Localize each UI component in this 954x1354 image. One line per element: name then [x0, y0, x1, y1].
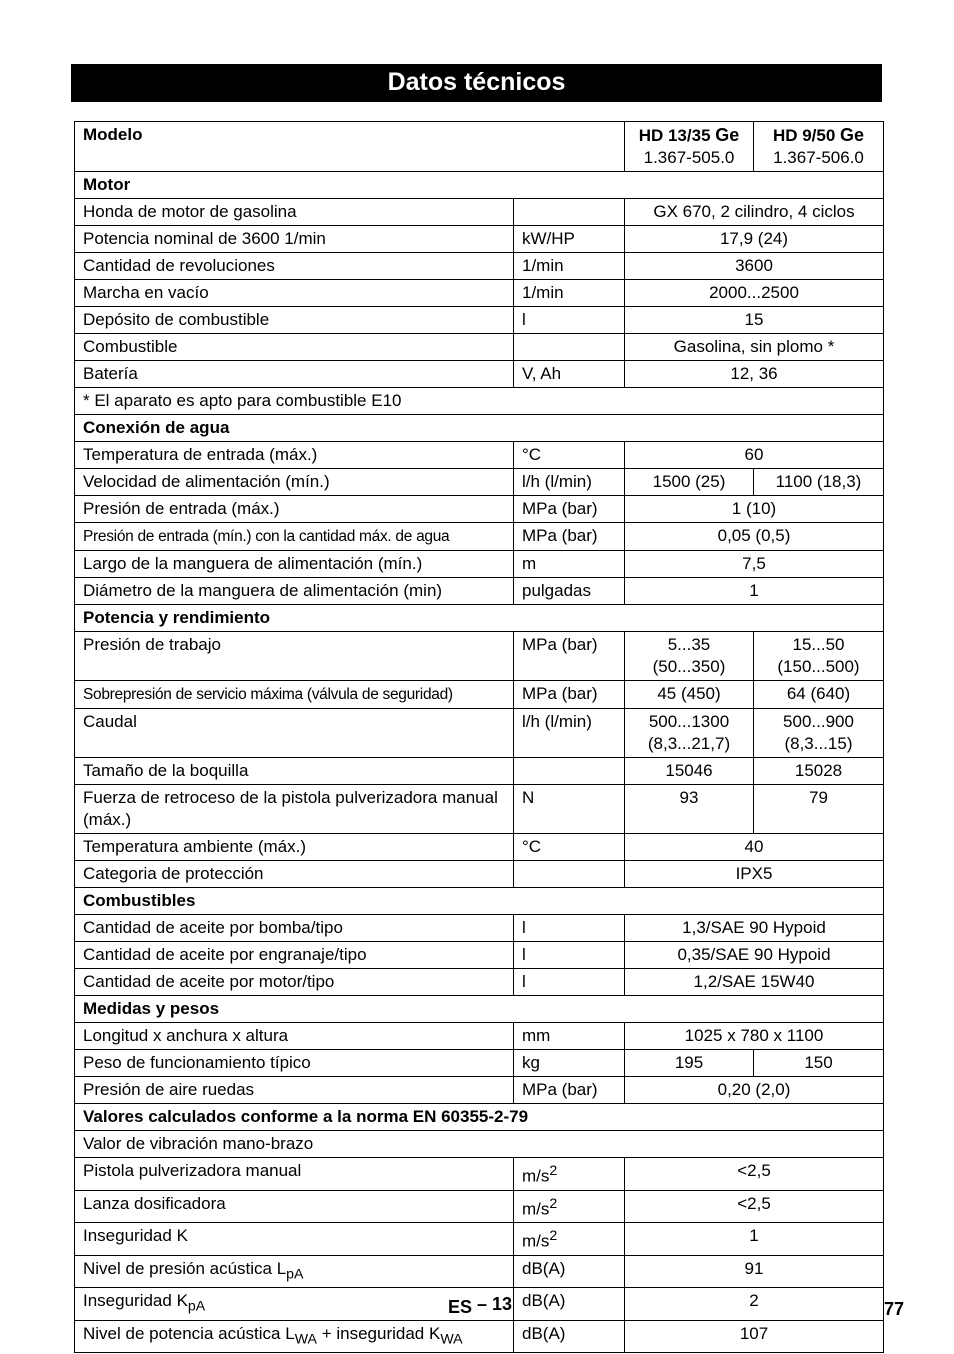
table-row: Temperatura de entrada (máx.) °C 60 [75, 442, 884, 469]
table-row: Largo de la manguera de alimentación (mín.) m 7,5 [75, 551, 884, 578]
section-motor: Motor [75, 172, 884, 199]
table-row: Categoria de protección IPX5 [75, 861, 884, 888]
table-row: Longitud x anchura x altura mm 1025 x 780 x 1100 [75, 1023, 884, 1050]
section-dimensions: Medidas y pesos [75, 996, 884, 1023]
footer-page-number: 77 [884, 1299, 905, 1319]
footer-language-page: ES – 13 [448, 1294, 513, 1317]
table-row: Cantidad de aceite por motor/tipo l 1,2/SAE 15W40 [75, 969, 884, 996]
table-row: Depósito de combustible l 15 [75, 307, 884, 334]
model-hd9: HD 9/50 Ge 1.367-506.0 [754, 122, 884, 172]
technical-data-table [74, 121, 884, 1353]
fuel-note: * El aparato es apto para combustible E10 [75, 388, 884, 415]
table-row: Potencia nominal de 3600 1/min kW/HP 17,9 (24) [75, 226, 884, 253]
model-label: Modelo [75, 122, 625, 172]
table-row: Honda de motor de gasolina GX 670, 2 cilindro, 4 ciclos [75, 199, 884, 226]
section-power: Potencia y rendimiento [75, 605, 884, 632]
table-row: Temperatura ambiente (máx.) °C 40 [75, 834, 884, 861]
table-row: Pistola pulverizadora manual $m/s^2$ <2,5 [75, 1158, 884, 1191]
table-row: Batería V, Ah 12, 36 [75, 361, 884, 388]
table-row: Fuerza de retroceso de la pistola pulverizadora manual (máx.) N 93 79 [75, 785, 884, 834]
table-row: Presión de entrada (máx.) MPa (bar) 1 (10) [75, 496, 884, 523]
table-row: Cantidad de revoluciones 1/min 3600 [75, 253, 884, 280]
table-row: Lanza dosificadora $m/s^2$ <2,5 [75, 1190, 884, 1223]
table-row: Nivel de presión acústica $L_{pA}$ dB(A) 91 [75, 1255, 884, 1287]
table-row: Diámetro de la manguera de alimentación (min) pulgadas 1 [75, 578, 884, 605]
section-water: Conexión de agua [75, 415, 884, 442]
model-hd13: HD 13/35 Ge 1.367-505.0 [625, 122, 754, 172]
section-fuels: Combustibles [75, 888, 884, 915]
table-row: Caudal l/h (l/min) 500...1300 (8,3...21,7) 500...900 (8,3...15) [75, 709, 884, 758]
table-row: Tamaño de la boquilla 15046 15028 [75, 758, 884, 785]
table-row: Sobrepresión de servicio máxima (válvula de seguridad) MPa (bar) 45 (450) 64 (640) [75, 681, 884, 709]
table-row: Presión de entrada (mín.) con la cantidad máx. de agua MPa (bar) 0,05 (0,5) [75, 523, 884, 551]
table-row: Cantidad de aceite por engranaje/tipo l 0,35/SAE 90 Hypoid [75, 942, 884, 969]
table-row: Nivel de potencia acústica $L_{WA}$ + inseguridad $K_{WA}$ dB(A) 107 [75, 1320, 884, 1352]
section-values: Valores calculados conforme a la norma EN 60355-2-79 [75, 1104, 884, 1131]
table-row: Combustible Gasolina, sin plomo * [75, 334, 884, 361]
table-row: Marcha en vacío 1/min 2000...2500 [75, 280, 884, 307]
table-row: Velocidad de alimentación (mín.) l/h (l/min) 1500 (25) 1100 (18,3) [75, 469, 884, 496]
table-row: Peso de funcionamiento típico kg 195 150 [75, 1050, 884, 1077]
page-title: Datos técnicos [71, 64, 882, 102]
model-header-row [75, 122, 884, 172]
table-row: Inseguridad K $m/s^2$ 1 [75, 1223, 884, 1256]
table-row: Presión de trabajo MPa (bar) 5...35 (50...350) 15...50 (150...500) [75, 632, 884, 681]
table-row: Cantidad de aceite por bomba/tipo l 1,3/SAE 90 Hypoid [75, 915, 884, 942]
table-row: Presión de aire ruedas MPa (bar) 0,20 (2,0) [75, 1077, 884, 1104]
table-row: Inseguridad $K_{pA}$ dB(A) 2 [75, 1288, 884, 1320]
table-row: Valor de vibración mano-brazo [75, 1131, 884, 1158]
